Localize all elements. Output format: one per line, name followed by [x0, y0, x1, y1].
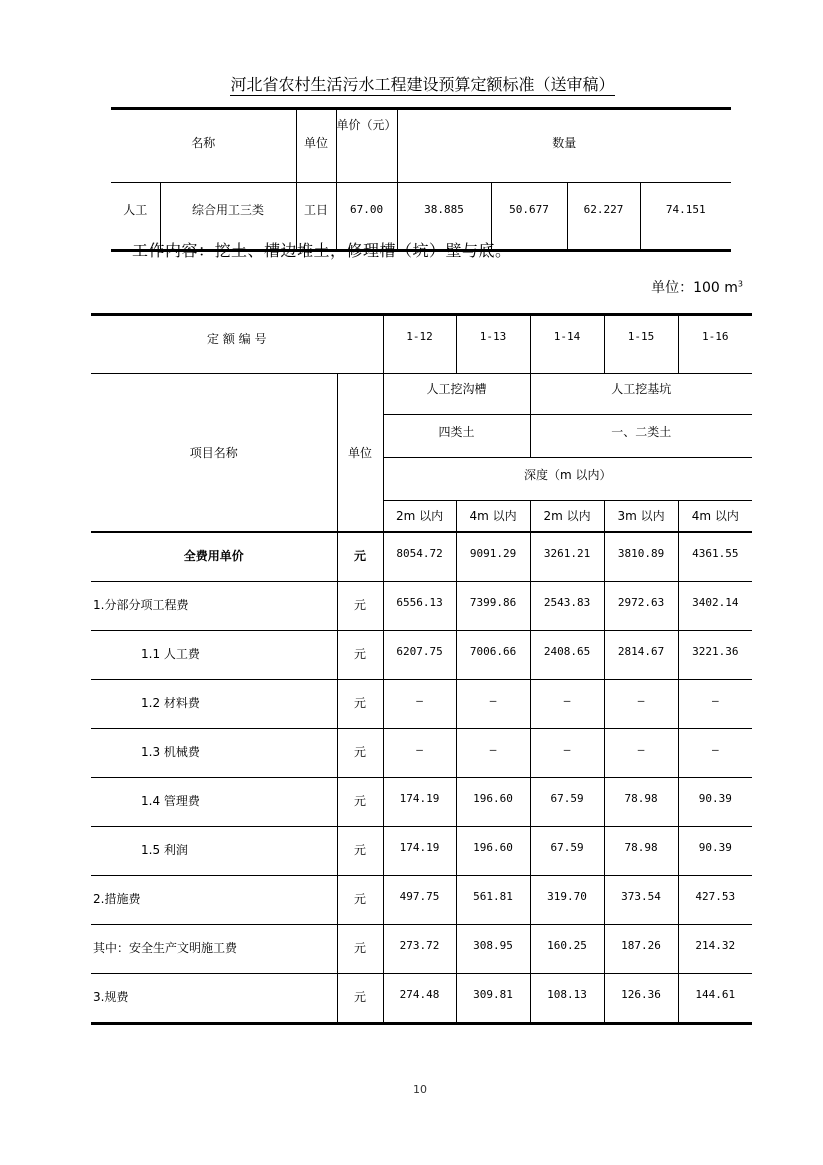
row-value: 273.72 — [383, 925, 456, 974]
labor-table — [111, 107, 731, 252]
code-label: 定 额 编 号 — [91, 315, 383, 374]
labor-category: 人工 — [111, 183, 160, 251]
row-value: 108.13 — [530, 974, 604, 1024]
code-cell: 1-14 — [530, 315, 604, 374]
unit-note-label: 单位：100 m — [651, 280, 738, 296]
code-cell: 1-13 — [456, 315, 530, 374]
row-value: 196.60 — [456, 778, 530, 827]
row-name: 1.1 人工费 — [91, 631, 337, 680]
depth-cell: 3m 以内 — [604, 501, 678, 533]
table-row — [91, 974, 752, 1024]
group-trench: 人工挖沟槽 — [383, 374, 530, 415]
row-value: 373.54 — [604, 876, 678, 925]
row-value: – — [530, 729, 604, 778]
row-value: – — [383, 729, 456, 778]
row-value: 3221.36 — [678, 631, 752, 680]
row-value: 160.25 — [530, 925, 604, 974]
work-content: 工作内容：挖土、槽边堆土，修理槽（坑）壁与底。 — [132, 241, 512, 260]
row-name: 其中：安全生产文明施工费 — [91, 925, 337, 974]
row-value: – — [383, 680, 456, 729]
row-unit: 元 — [337, 876, 383, 925]
table-row — [91, 778, 752, 827]
row-value: 309.81 — [456, 974, 530, 1024]
row-unit: 元 — [337, 925, 383, 974]
row-name: 2.措施费 — [91, 876, 337, 925]
labor-name: 综合用工三类 — [160, 183, 296, 251]
table-row — [91, 827, 752, 876]
table-row — [91, 631, 752, 680]
row-value: 9091.29 — [456, 532, 530, 582]
row-value: 187.26 — [604, 925, 678, 974]
row-value: 174.19 — [383, 827, 456, 876]
row-value: 2814.67 — [604, 631, 678, 680]
row-unit: 元 — [337, 729, 383, 778]
table-row — [91, 876, 752, 925]
page-number: 10 — [413, 1083, 427, 1096]
row-value: 274.48 — [383, 974, 456, 1024]
table-row — [91, 680, 752, 729]
row-value: 2972.63 — [604, 582, 678, 631]
row-unit: 元 — [337, 631, 383, 680]
row-value: 7006.66 — [456, 631, 530, 680]
row-name: 全费用单价 — [91, 532, 337, 582]
labor-quantity: 50.677 — [491, 183, 567, 251]
row-value: 319.70 — [530, 876, 604, 925]
header-unit-price: 单价（元） — [336, 109, 397, 183]
row-unit: 元 — [337, 582, 383, 631]
row-value: 8054.72 — [383, 532, 456, 582]
row-value: – — [678, 729, 752, 778]
row-value: 78.98 — [604, 827, 678, 876]
group-pit: 人工挖基坑 — [530, 374, 752, 415]
labor-quantity: 38.885 — [397, 183, 491, 251]
row-unit: 元 — [337, 532, 383, 582]
row-value: – — [530, 680, 604, 729]
row-value: 4361.55 — [678, 532, 752, 582]
row-value: – — [678, 680, 752, 729]
depth-cell: 2m 以内 — [383, 501, 456, 533]
row-value: 2543.83 — [530, 582, 604, 631]
unit-label: 单位 — [337, 374, 383, 533]
row-value: 3261.21 — [530, 532, 604, 582]
row-value: 3402.14 — [678, 582, 752, 631]
depth-cell: 4m 以内 — [456, 501, 530, 533]
labor-quantity: 74.151 — [640, 183, 731, 251]
depth-cell: 4m 以内 — [678, 501, 752, 533]
row-value: 214.32 — [678, 925, 752, 974]
header-unit: 单位 — [296, 109, 336, 183]
depth-label: 深度（m 以内） — [383, 458, 752, 501]
title-text: 河北省农村生活污水工程建设预算定额标准（送审稿） — [230, 75, 615, 94]
header-name: 名称 — [111, 109, 296, 183]
table-row — [91, 729, 752, 778]
table-row — [91, 925, 752, 974]
row-name: 1.2 材料费 — [91, 680, 337, 729]
depth-cell: 2m 以内 — [530, 501, 604, 533]
table-row — [91, 582, 752, 631]
code-cell: 1-12 — [383, 315, 456, 374]
row-value: 90.39 — [678, 778, 752, 827]
table-row — [91, 532, 752, 582]
row-name: 1.5 利润 — [91, 827, 337, 876]
row-value: 174.19 — [383, 778, 456, 827]
row-name: 1.3 机械费 — [91, 729, 337, 778]
row-value: 308.95 — [456, 925, 530, 974]
labor-unit-price: 67.00 — [336, 183, 397, 251]
row-unit: 元 — [337, 680, 383, 729]
row-value: 2408.65 — [530, 631, 604, 680]
code-cell: 1-16 — [678, 315, 752, 374]
row-value: – — [604, 680, 678, 729]
row-value: – — [456, 680, 530, 729]
row-value: – — [604, 729, 678, 778]
row-value: 90.39 — [678, 827, 752, 876]
labor-unit: 工日 — [296, 183, 336, 251]
row-name: 3.规费 — [91, 974, 337, 1024]
row-unit: 元 — [337, 827, 383, 876]
row-name: 1.分部分项工程费 — [91, 582, 337, 631]
row-value: 561.81 — [456, 876, 530, 925]
soil-pit: 一、二类土 — [530, 415, 752, 458]
row-value: 126.36 — [604, 974, 678, 1024]
row-value: 497.75 — [383, 876, 456, 925]
header-quantity: 数量 — [397, 109, 731, 183]
item-name-label: 项目名称 — [91, 374, 337, 533]
row-value: 144.61 — [678, 974, 752, 1024]
row-value: 6207.75 — [383, 631, 456, 680]
labor-quantity: 62.227 — [567, 183, 640, 251]
code-cell: 1-15 — [604, 315, 678, 374]
row-value: 3810.89 — [604, 532, 678, 582]
row-name: 1.4 管理费 — [91, 778, 337, 827]
row-value: 7399.86 — [456, 582, 530, 631]
row-value: 67.59 — [530, 778, 604, 827]
soil-trench: 四类土 — [383, 415, 530, 458]
row-unit: 元 — [337, 974, 383, 1024]
row-value: 427.53 — [678, 876, 752, 925]
row-value: 78.98 — [604, 778, 678, 827]
row-value: 67.59 — [530, 827, 604, 876]
document-title — [0, 72, 823, 95]
quota-table — [91, 313, 752, 1025]
unit-note-superscript: 3 — [737, 279, 743, 289]
row-value: – — [456, 729, 530, 778]
row-unit: 元 — [337, 778, 383, 827]
unit-note — [651, 277, 743, 297]
row-value: 196.60 — [456, 827, 530, 876]
row-value: 6556.13 — [383, 582, 456, 631]
